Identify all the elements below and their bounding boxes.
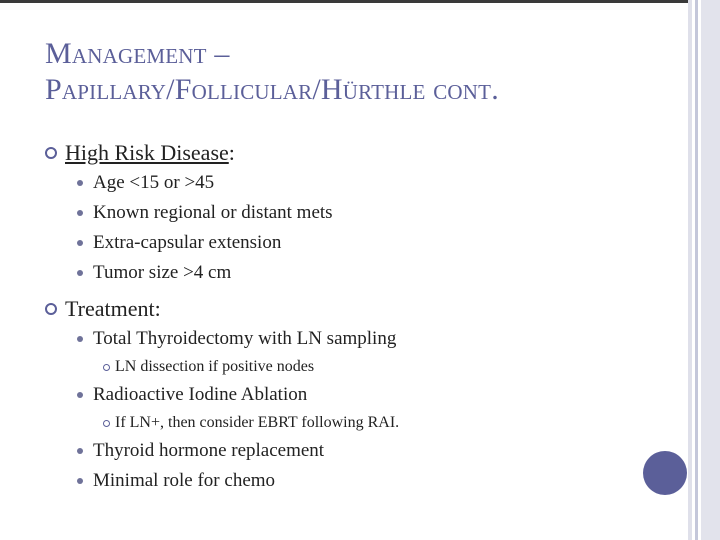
list-item <box>45 228 675 258</box>
right-decorative-stripes <box>688 0 720 540</box>
list-item-text: Total Thyroidectomy with LN sampling <box>93 328 397 349</box>
list-item <box>45 198 675 228</box>
bullet-high-risk-disease <box>45 138 675 168</box>
dot-bullet-icon <box>77 270 83 276</box>
decorative-circle <box>643 451 687 495</box>
ring-bullet-icon <box>45 303 57 315</box>
list-item <box>45 436 675 466</box>
sub-list-item <box>45 410 675 436</box>
dot-bullet-icon <box>77 336 83 342</box>
dot-bullet-icon <box>77 392 83 398</box>
sub-list-item-text: If LN+, then consider EBRT following RAI. <box>115 414 400 431</box>
high-risk-heading: High Risk Disease <box>65 140 229 165</box>
list-item-text: Extra-capsular extension <box>93 232 282 253</box>
list-item-text: Thyroid hormone replacement <box>93 440 325 461</box>
list-item <box>45 380 675 410</box>
list-item-text: Age <15 or >45 <box>93 172 215 193</box>
list-item <box>45 258 675 288</box>
title-line-2: Papillary/Follicular/Hürthle cont. <box>45 73 499 106</box>
sub-list-item-text: LN dissection if positive nodes <box>115 358 315 375</box>
bullet-treatment <box>45 294 675 324</box>
sub-list-item <box>45 354 675 380</box>
list-item-text: Tumor size >4 cm <box>93 262 232 283</box>
dot-bullet-icon <box>77 448 83 454</box>
dot-bullet-icon <box>77 180 83 186</box>
slide-title <box>45 36 675 108</box>
ring-bullet-icon <box>45 147 57 159</box>
list-item <box>45 466 675 496</box>
dot-bullet-icon <box>77 478 83 484</box>
dot-bullet-icon <box>77 240 83 246</box>
list-item-text: Radioactive Iodine Ablation <box>93 384 308 405</box>
list-item-text: Known regional or distant mets <box>93 202 333 223</box>
top-rule <box>0 0 688 3</box>
list-item <box>45 324 675 354</box>
small-ring-bullet-icon <box>103 420 110 427</box>
stripe <box>701 0 720 540</box>
treatment-heading: Treatment: <box>65 296 161 321</box>
list-item <box>45 168 675 198</box>
title-line-1: Management – <box>45 37 230 70</box>
slide-content <box>45 138 675 496</box>
small-ring-bullet-icon <box>103 364 110 371</box>
dot-bullet-icon <box>77 210 83 216</box>
heading-colon: : <box>228 140 235 165</box>
list-item-text: Minimal role for chemo <box>93 470 276 491</box>
